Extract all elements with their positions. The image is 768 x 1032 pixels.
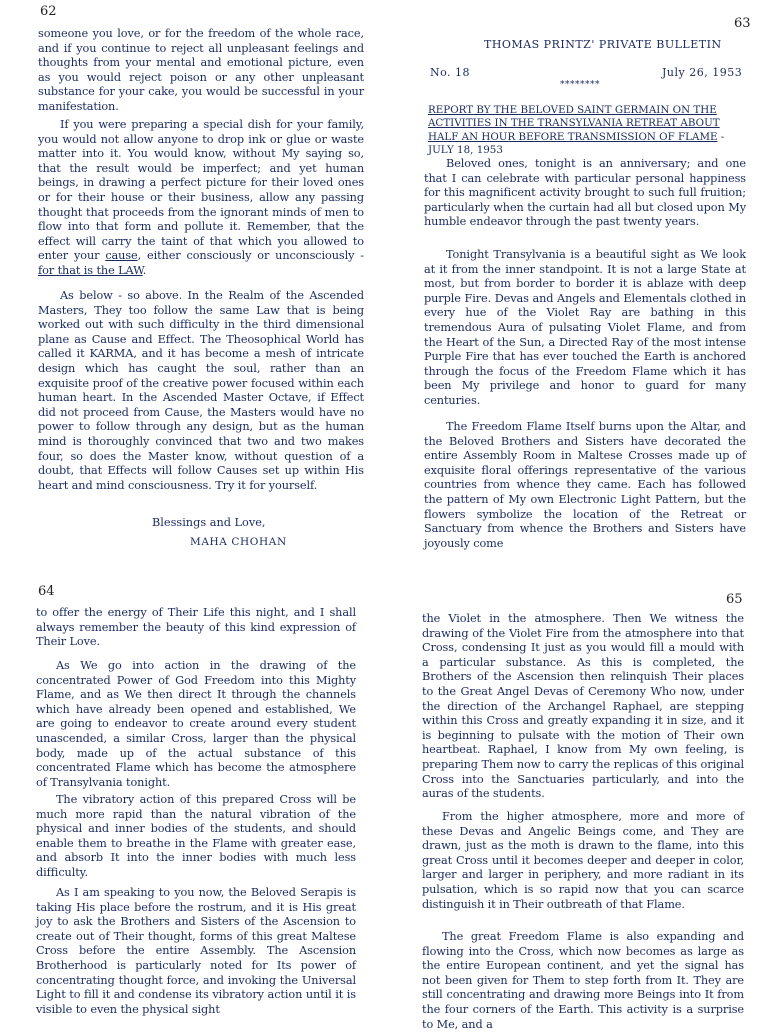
page-number: 65 (726, 592, 743, 607)
paragraph-text: If you were preparing a special dish for your family, you would not allow anyone to drop ink or glue or waste matter into it. You would know, without My saying so, that the result would be imperfect; and yet human beings, in drawing a perfect picture for their loved ones or for their house or their business, allow any passing thought that proceeds from the ignorant minds of men to flow into that form and pollute it. Remember, that the effect will carry the taint of that which you allowed to enter your (38, 118, 364, 263)
page-64 (0, 580, 384, 1024)
issue-number: No. 18 (430, 66, 471, 79)
paragraph (38, 118, 364, 279)
paragraph: Beloved ones, tonight is an anniversary; and one that I can celebrate with particular personal happiness for this magnificent activity brought to such full fruition; particularly when the curtain had all but closed upon My humble endeavor through the past twenty years. (424, 157, 746, 229)
paragraph: The great Freedom Flame is also expanding and flowing into the Cross, which now becomes as large as the entire European continent, and yet the signal has not been given for Them to step forth from It. They are still concentrating and drawing more Beings into It from the four corners of the Earth. This activity is a surprise to Me, and a (422, 930, 744, 1031)
paragraph: to offer the energy of Their Life this night, and I shall always remember the beauty of this kind expression of Their Love. (36, 606, 356, 649)
paragraph: The Freedom Flame Itself burns upon the Altar, and the Beloved Brothers and Sisters have decorated the entire Assembly Room in Maltese Crosses made up of exquisite floral offerings representative of the various countries from whence they came. Each has followed the pattern of My own Electronic Light Pattern, but the flowers symbolize the location of the Retreat or Sanctuary from whence the Brothers and Sisters have joyously come (424, 420, 746, 550)
page-62 (0, 0, 384, 580)
underlined-word: cause (105, 249, 138, 263)
paragraph: someone you love, or for the freedom of the whole race, and if you continue to reject all unpleasant feelings and thoughts from your mental and emotional picture, even as you would reject poison or any other unpleasant substance for your cake, you would be successful in your manifestation. (38, 27, 364, 113)
underlined-phrase: for that is the LAW (38, 263, 143, 277)
bulletin-date: July 26, 1953 (662, 66, 743, 79)
closing: Blessings and Love, (152, 516, 266, 529)
report-title-date: - JULY 18, 1953 (428, 130, 725, 157)
paragraph: From the higher atmosphere, more and more of these Devas and Angelic Beings come, and They are drawn, just as the moth is drawn to the flame, into this great Cross until it becomes deeper and deeper in color, larger and larger in periphery, and more radiant in its pulsation, which is so rapid now that you can scarce distinguish it in Their outbreath of that Flame. (422, 810, 744, 911)
paragraph: As We go into action in the drawing of the concentrated Power of God Freedom into this Mighty Flame, and as We then direct It through the channels which have already been opened and established, We are going to endeavor to create around every student unascended, a similar Cross, larger than the physical body, made up of the actual substance of this concentrated Flame which has become the atmosphere of Transylvania tonight. (36, 659, 356, 789)
paragraph: Tonight Transylvania is a beautiful sight as We look at it from the inner standpoint. It is not a large State at most, but from border to border it is ablaze with deep purple Fire. Devas and Angels and Elementals clothed in every hue of the Violet Ray are bathing in this tremendous Aura of pulsating Violet Flame, and from the Heart of the Sun, a Directed Ray of the most intense Purple Fire that has ever touched the Earth is anchored through the focus of the Freedom Flame which it has been My privilege and honor to guard for many centuries. (424, 248, 746, 407)
page-number: 64 (38, 584, 55, 599)
page-number: 63 (734, 16, 751, 31)
report-title (428, 104, 746, 158)
paragraph-text: . (142, 263, 147, 277)
paragraph: The vibratory action of this prepared Cross will be much more rapid than the natural vibration of the physical and inner bodies of the students, and should enable them to breathe in the Flame with greater ease, and absorb It into the inner bodies with much less difficulty. (36, 793, 356, 879)
signature: MAHA CHOHAN (190, 536, 287, 548)
page-63 (384, 0, 768, 580)
page-number: 62 (40, 4, 57, 19)
bulletin-title: THOMAS PRINTZ' PRIVATE BULLETIN (484, 38, 722, 51)
paragraph-text: , either consciously or unconsciously - (137, 249, 365, 263)
separator-stars: ******** (560, 80, 600, 90)
page-65 (384, 580, 768, 1031)
paragraph: the Violet in the atmosphere. Then We witness the drawing of the Violet Fire from the atmosphere into that Cross, condensing It just as you would fill a mould with a particular substance. As this is completed, the Brothers of the Ascension then relinquish Their places to the Great Angel Devas of Ceremony Who now, under the direction of the Archangel Raphael, are stepping within this Cross and greatly expanding it in size, and it is beginning to pulsate with the motion of Their own heartbeat. Raphael, I know from My own feeling, is preparing Them now to carry the replicas of this original Cross into the Sanctuaries particularly, and into the auras of the students. (422, 612, 744, 801)
report-title-text: REPORT BY THE BELOVED SAINT GERMAIN ON THE ACTIVITIES IN THE TRANSYLVANIA RETREAT ABOUT HALF AN HOUR BEFORE TRANSMISSION OF FLAME (428, 104, 720, 143)
paragraph: As below - so above. In the Realm of the Ascended Masters, They too follow the same Law that is being worked out with such difficulty in the third dimensional plane as Cause and Effect. The Theosophical World has called it KARMA, and it has become a mesh of intricate design which has caught the soul, rather than an exquisite proof of the creative power focused within each human heart. In the Ascended Master Octave, if Effect did not proceed from Cause, the Masters would have no power to follow through any design, but as the human mind is thoroughly convinced that two and two makes four, so does the Master know, without question of a doubt, that Effects will follow Causes set up within His heart and mind consciousness. Try it for yourself. (38, 289, 364, 492)
paragraph: As I am speaking to you now, the Beloved Serapis is taking His place before the rostrum, and it is His great joy to ask the Brothers and Sisters of the Ascension to create out of Their thought, forms of this great Maltese Cross before the entire Assembly. The Ascension Brotherhood is particularly noted for Its power of concentrating thought force, and invoking the Universal Light to fill it and condense its vibratory action until it is visible to even the physical sight (36, 886, 356, 1016)
